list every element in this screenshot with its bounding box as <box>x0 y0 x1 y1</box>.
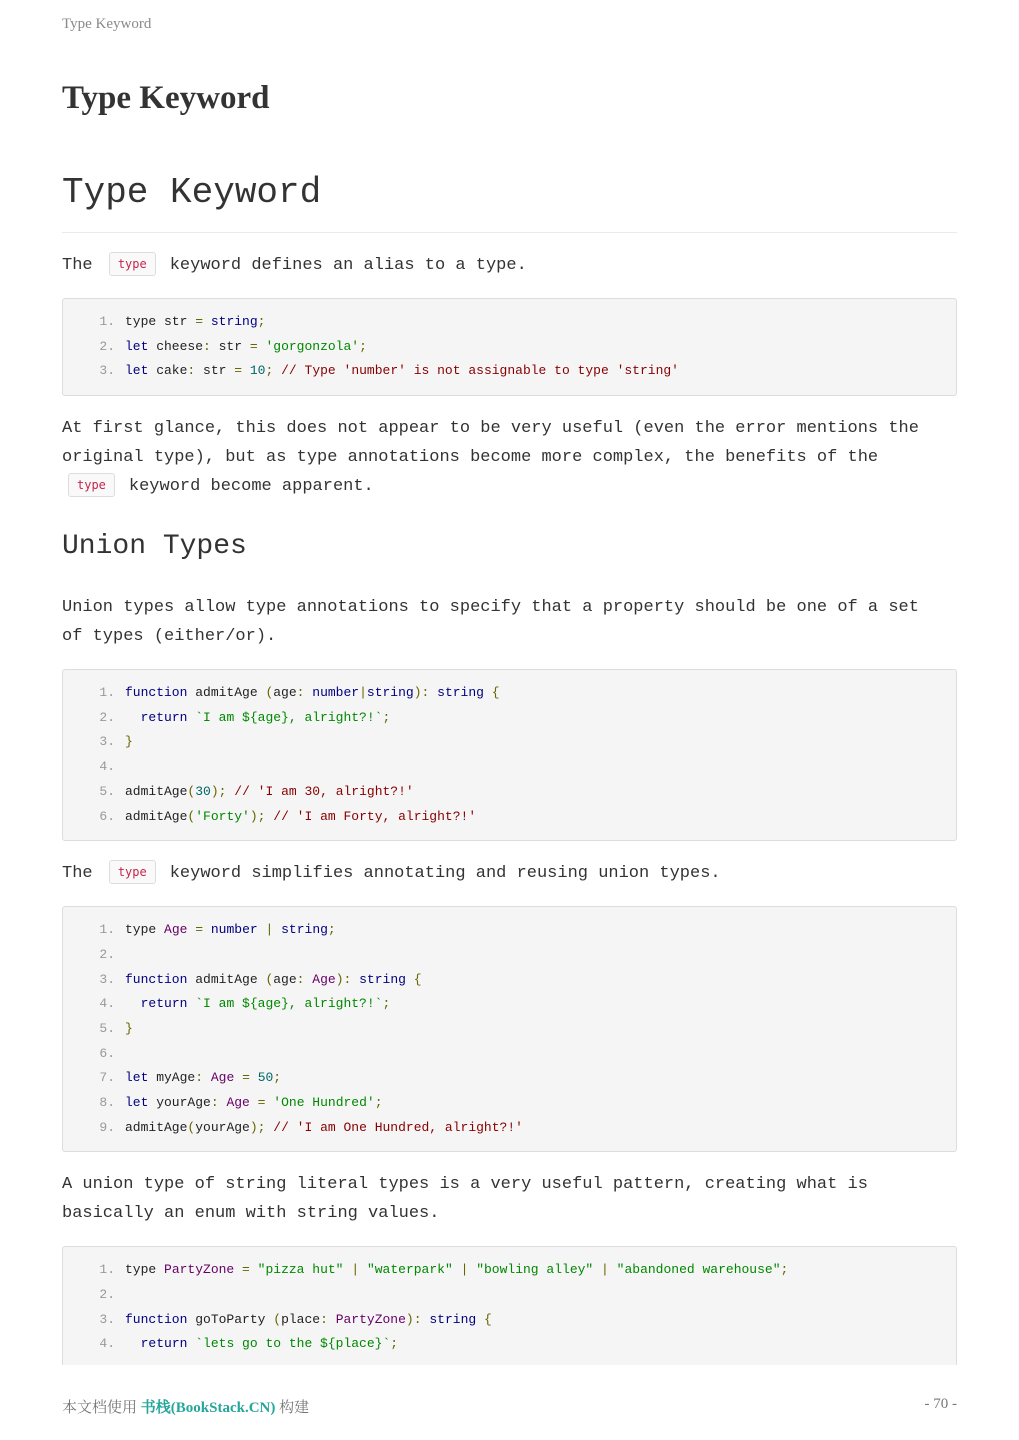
code-line <box>63 359 956 384</box>
code-text: type str = string; <box>125 314 266 329</box>
line-number: 2. <box>99 1287 115 1303</box>
line-number: 7. <box>99 1070 115 1086</box>
line-number: 1. <box>99 314 115 329</box>
intro-before: The <box>62 256 93 275</box>
line-number: 3. <box>99 1311 115 1327</box>
inline-code: type <box>109 252 156 276</box>
code-text: return `lets go to the ${place}`; <box>140 1336 399 1352</box>
code-line <box>63 681 956 706</box>
code-text: admitAge(30); // 'I am 30, alright?!' <box>125 783 414 799</box>
line-number: 3. <box>99 363 115 379</box>
code-block <box>62 669 957 841</box>
running-head: Type Keyword <box>62 16 152 32</box>
line-number: 1. <box>99 1262 115 1278</box>
paragraph-before: The <box>62 864 93 884</box>
code-text: let myAge: Age = 50; <box>125 1070 282 1086</box>
line-number: 9. <box>99 1119 115 1135</box>
paragraph-line: A union type of string literal types is a very useful pattern, creating what is <box>62 1175 868 1195</box>
code-line <box>63 1308 956 1333</box>
line-number: 3. <box>99 734 115 750</box>
inline-code: type <box>109 860 156 884</box>
line-number: 2. <box>99 338 115 354</box>
code-text: function admitAge (age: number|string): string { <box>125 685 500 701</box>
code-line <box>63 1066 956 1091</box>
code-text: type PartyZone = "pizza hut" | "waterpark" | "bowling alley" | "abandoned warehouse"; <box>125 1262 789 1278</box>
code-text: type Age = number | string; <box>125 922 336 938</box>
line-number: 3. <box>99 971 115 987</box>
union-types-heading: Union Types <box>62 531 247 563</box>
code-text: function admitAge (age: Age): string { <box>125 971 422 987</box>
footer-brand-link[interactable]: 书栈(BookStack.CN) <box>140 1400 276 1416</box>
code-line <box>63 1283 956 1308</box>
paragraph-line: Union types allow type annotations to specify that a property should be one of a set <box>62 598 919 618</box>
code-text: } <box>125 734 133 750</box>
article-content <box>62 168 957 1383</box>
line-number: 5. <box>99 783 115 799</box>
code-line <box>63 943 956 968</box>
code-line <box>63 992 956 1017</box>
code-line <box>63 310 956 335</box>
paragraph-union-intro <box>62 593 957 651</box>
code-text: admitAge('Forty'); // 'I am Forty, alright?!' <box>125 808 477 824</box>
code-line <box>63 1017 956 1042</box>
intro-after: keyword defines an alias to a type. <box>169 256 527 275</box>
footer-prefix: 本文档使用 <box>62 1400 138 1416</box>
intro-paragraph <box>62 251 957 280</box>
paragraph-line: basically an enum with string values. <box>62 1204 440 1224</box>
paragraph-after: keyword simplifies annotating and reusing union types. <box>169 864 721 884</box>
code-text: admitAge(yourAge); // 'I am One Hundred, alright?!' <box>125 1119 523 1135</box>
line-number: 4. <box>99 996 115 1012</box>
line-number: 1. <box>99 922 115 938</box>
code-text: } <box>125 1020 133 1036</box>
code-line <box>63 968 956 993</box>
code-text: let yourAge: Age = 'One Hundred'; <box>125 1095 383 1110</box>
code-line <box>63 805 956 830</box>
line-number: 8. <box>99 1095 115 1110</box>
paragraph-type-simplifies <box>62 859 957 888</box>
paragraph-type-usefulness <box>62 414 957 501</box>
code-line <box>63 780 956 805</box>
code-text: function goToParty (place: PartyZone): string { <box>125 1311 492 1327</box>
code-line <box>63 755 956 780</box>
code-line <box>63 1091 956 1116</box>
line-number: 5. <box>99 1020 115 1036</box>
line-number: 2. <box>99 946 115 962</box>
code-block <box>62 1246 957 1365</box>
code-line <box>63 1258 956 1283</box>
code-text: return `I am ${age}, alright?!`; <box>140 996 391 1012</box>
code-text: return `I am ${age}, alright?!`; <box>140 709 391 725</box>
code-text: let cheese: str = 'gorgonzola'; <box>125 338 367 354</box>
code-block <box>62 298 957 396</box>
inline-code: type <box>68 473 115 497</box>
section-title: Type Keyword <box>62 168 957 233</box>
line-number: 4. <box>99 1336 115 1352</box>
paragraph-string-literals <box>62 1170 957 1228</box>
line-number: 4. <box>99 759 115 775</box>
line-number: 6. <box>99 1045 115 1061</box>
page-title: Type Keyword <box>62 80 270 116</box>
paragraph-line: At first glance, this does not appear to be very useful (even the error mentions the <box>62 419 919 439</box>
code-block <box>62 906 957 1152</box>
page-footer <box>62 1396 957 1417</box>
page-number: - 70 - <box>924 1396 957 1412</box>
footer-suffix: 构建 <box>279 1400 310 1416</box>
line-number: 6. <box>99 808 115 824</box>
paragraph-line: keyword become apparent. <box>128 477 374 497</box>
line-number: 2. <box>99 709 115 725</box>
code-line <box>63 730 956 755</box>
code-line <box>63 1042 956 1067</box>
paragraph-line: of types (either/or). <box>62 627 277 647</box>
code-line <box>63 918 956 943</box>
code-line <box>63 335 956 360</box>
code-line <box>63 1116 956 1141</box>
paragraph-line: original type), but as type annotations become more complex, the benefits of the <box>62 448 879 468</box>
code-line <box>63 1332 956 1357</box>
code-text: let cake: str = 10; // Type 'number' is not assignable to type 'string' <box>125 363 679 379</box>
line-number: 1. <box>99 685 115 701</box>
code-line <box>63 706 956 731</box>
